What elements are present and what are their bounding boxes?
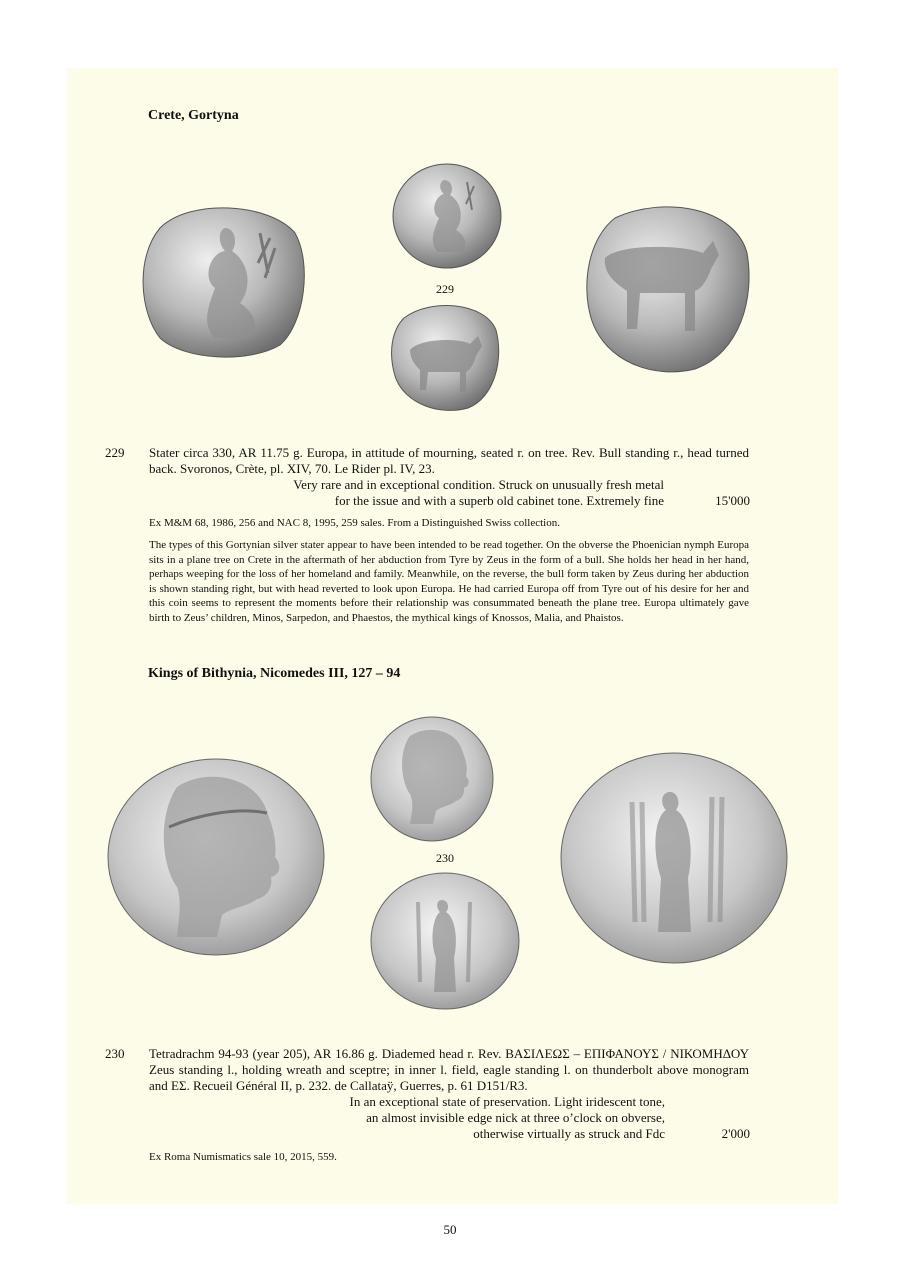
lot-provenance-230: Ex Roma Numismatics sale 10, 2015, 559. <box>149 1151 337 1163</box>
lot-description-229: Stater circa 330, AR 11.75 g. Europa, in attitude of mourning, seated r. on tree. Rev. Bull standing r., head turned back. Svoronos, Crète, pl. XIV, 70. Le Rider pl. IV, 23. <box>149 445 749 476</box>
lot-description-230: Tetradrachm 94-93 (year 205), AR 16.86 g. Diademed head r. Rev. ΒΑΣΙΛΕΩΣ – ΕΠΙΦΑΝΟΥΣ / ΝΙΚΟΜΗΔΟΥ Zeus standing l., holding wreath and sceptre; in inner l. field, eagle standing l. on thunderbolt above monogram and ΕΣ. Recueil Général II, p. 232. de Callataÿ, Guerres, p. 61 D151/R3. <box>149 1046 749 1093</box>
lot-condition-230-line-3: otherwise virtually as struck and Fdc <box>473 1126 665 1141</box>
coin-230-reverse-large <box>560 752 788 964</box>
page-number: 50 <box>443 1222 457 1237</box>
coin-229-obverse-small <box>392 162 502 272</box>
lot-number-229: 229 <box>105 445 125 460</box>
section-heading-bithynia: Kings of Bithynia, Nicomedes III, 127 – 94 <box>148 666 401 681</box>
lot-number-230: 230 <box>105 1046 125 1061</box>
coin-230-obverse-small <box>370 716 494 842</box>
section-heading-crete-gortyna: Crete, Gortyna <box>148 108 239 123</box>
coin-229-reverse-large <box>585 203 753 373</box>
coin-229-reverse-small <box>390 300 502 412</box>
image-label-229: 229 <box>436 282 454 296</box>
lot-condition-229-line-2: for the issue and with a superb old cabinet tone. Extremely fine <box>334 493 664 508</box>
coin-230-reverse-small <box>370 872 520 1010</box>
lot-note-229: The types of this Gortynian silver stater appear to have been intended to be read together. On the obverse the Phoenician nymph Europa sits in a plane tree on Crete in the aftermath of her abduction from Tyre by Zeus in the form of a bull. She holds her head in her hand, perhaps weeping for the loss of her homeland and family. Meanwhile, on the reverse, the bull form taken by Zeus during her abduction is shown standing right, but with head reverted to look upon Europa. He had carried Europa off from Tyre out of his desire for her and this coin seems to represent the moments before their relationship was consummated beneath the plane tree. Europa ultimately gave birth to Zeus’ children, Minos, Sarpedon, and Phaestos, the mythical kings of Knossos, Malia, and Phaistos. <box>149 539 749 624</box>
image-label-230: 230 <box>436 851 454 865</box>
lot-provenance-229: Ex M&M 68, 1986, 256 and NAC 8, 1995, 259 sales. From a Distinguished Swiss collection. <box>149 517 560 529</box>
lot-condition-229-line-1: Very rare and in exceptional condition. Struck on unusually fresh metal <box>293 477 664 492</box>
lot-price-229: 15'000 <box>715 493 750 508</box>
coin-230-obverse-large <box>107 757 325 957</box>
lot-price-230: 2'000 <box>721 1126 750 1141</box>
lot-condition-230-line-1: In an exceptional state of preservation. Light iridescent tone, <box>349 1094 665 1109</box>
coin-229-obverse-large <box>140 203 305 358</box>
lot-condition-230-line-2: an almost invisible edge nick at three o’clock on obverse, <box>366 1110 665 1125</box>
